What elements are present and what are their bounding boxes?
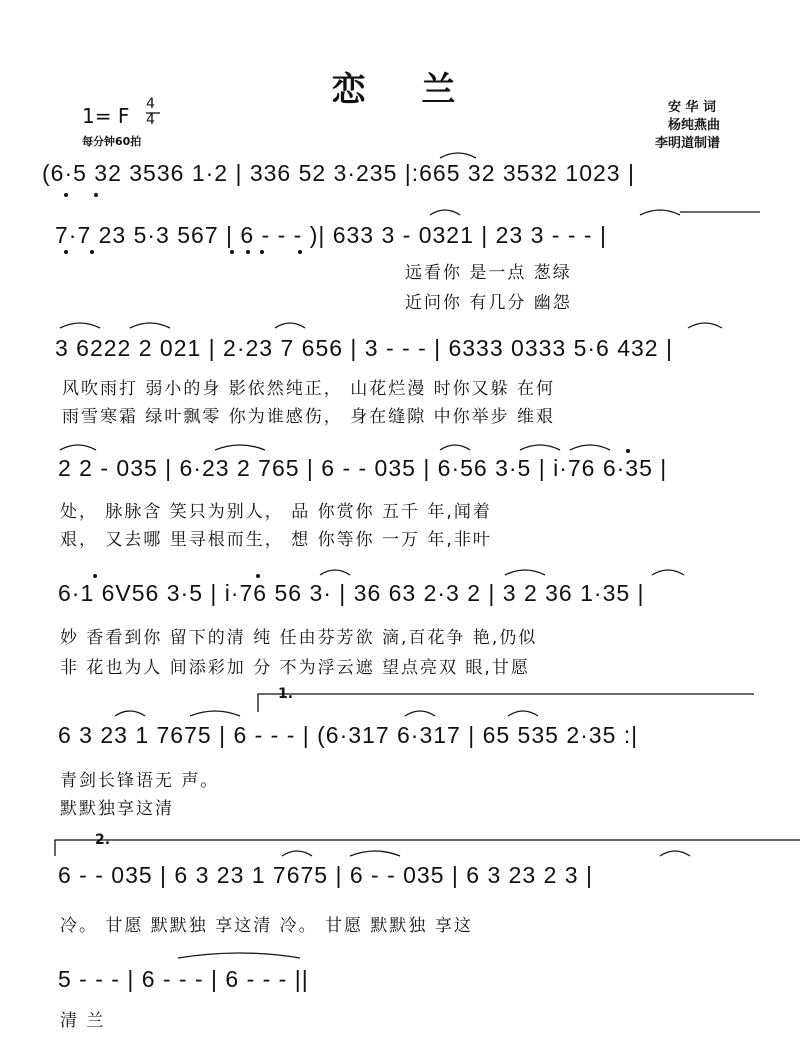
lyric-line-3-verse-1: 风吹雨打 弱小的身 影依然纯正， 山花烂漫 时你又躲 在何 [62,379,556,399]
notation-line-1: (6·5 32 3536 1·2 | 336 52 3·235 |:665 32 3532 1023 | [42,160,635,186]
slur [320,570,350,575]
key-signature: 1= F [82,104,130,128]
slur [130,323,170,328]
notation-line-8: 5 - - - | 6 - - - | 6 - - - || [58,966,309,992]
octave-dot [626,449,630,453]
octave-dot [90,250,94,254]
triplet-slur [405,711,435,716]
slur [652,570,684,575]
octave-dot [256,574,260,578]
slur [570,445,610,450]
lyric-line-6-verse-2: 默默独享这清 [60,799,174,819]
volta-2-bracket [55,840,800,856]
octave-dot [94,193,98,197]
slur [520,445,560,450]
tie-line [178,953,300,958]
time-denominator: 4 [146,112,155,128]
notation-line-7: 6 - - 035 | 6 3 23 1 7675 | 6 - - 035 | 6 3 23 2 3 | [58,862,593,888]
transcriber-credit: 李明道制谱 [655,136,721,151]
volta-1-bracket [258,694,754,712]
octave-dot [93,574,97,578]
slur [688,323,722,328]
triplet-slur [440,153,476,158]
slur [640,210,680,215]
slur [215,445,265,450]
lyric-line-4-verse-1: 处， 脉脉含 笑只为别人， 品 你赏你 五千 年,闻着 [60,502,492,522]
volta-2-label: 2. [95,832,111,848]
page-title: 恋 兰 [331,70,478,110]
octave-dot [260,250,264,254]
lyric-line-7: 冷。 甘愿 默默独 享这清 冷。 甘愿 默默独 享这 [60,916,473,936]
lyric-line-8: 清 兰 [60,1011,106,1031]
lyric-line-3-verse-2: 雨雪寒霜 绿叶飘零 你为谁感伤， 身在缝隙 中你举步 维艰 [62,407,556,427]
volta-1-label: 1. [278,686,294,702]
tempo-marking: 每分钟60拍 [82,135,142,148]
octave-dot [64,250,68,254]
notation-line-3: 3 6222 2 021 | 2·23 7 656 | 3 - - - | 6333 0333 5·6 432 | [55,335,673,361]
slur [190,711,240,716]
lyricist-credit: 安 华 词 [668,100,717,115]
slur [60,445,96,450]
octave-dot [64,193,68,197]
octave-dot [246,250,250,254]
slur [275,323,305,328]
notation-line-4: 2 2 - 035 | 6·23 2 765 | 6 - - 035 | 6·56 3·5 | i·76 6·35 | [58,455,668,481]
slur [440,445,470,450]
notation-line-2: 7·7 23 5·3 567 | 6 - - - )| 633 3 - 0321 | 23 3 - - - | [55,222,607,248]
slur [430,210,460,215]
composer-credit: 杨纯燕曲 [668,118,721,133]
lyric-line-4-verse-2: 艰， 又去哪 里寻根而生， 想 你等你 一万 年,非叶 [60,530,492,550]
lyric-line-2-verse-2: 近问你 有几分 幽怨 [405,293,572,313]
notation-line-5: 6·1 6V56 3·5 | i·76 56 3· | 36 63 2·3 2 | 3 2 36 1·35 | [58,580,645,606]
notation-line-6: 6 3 23 1 7675 | 6 - - - | (6·317 6·317 | 65 535 2·35 :| [58,722,639,748]
slur [60,323,100,328]
slur [660,851,690,856]
slur [350,851,400,856]
triplet-slur [508,711,538,716]
time-numerator: 4 [146,96,155,112]
lyric-line-5-verse-1: 妙 香看到你 留下的清 纯 任由芬芳欲 滴,百花争 艳,仍似 [60,628,538,648]
slur [282,851,312,856]
octave-dot [298,250,302,254]
lyric-line-5-verse-2: 非 花也为人 间添彩加 分 不为浮云遮 望点亮双 眼,甘愿 [60,658,530,678]
slur [505,570,545,575]
lyric-line-2-verse-1: 远看你 是一点 葱绿 [405,263,572,283]
slur [115,711,145,716]
octave-dot [230,250,234,254]
lyric-line-6-verse-1: 青剑长锋语无 声。 [60,771,220,791]
